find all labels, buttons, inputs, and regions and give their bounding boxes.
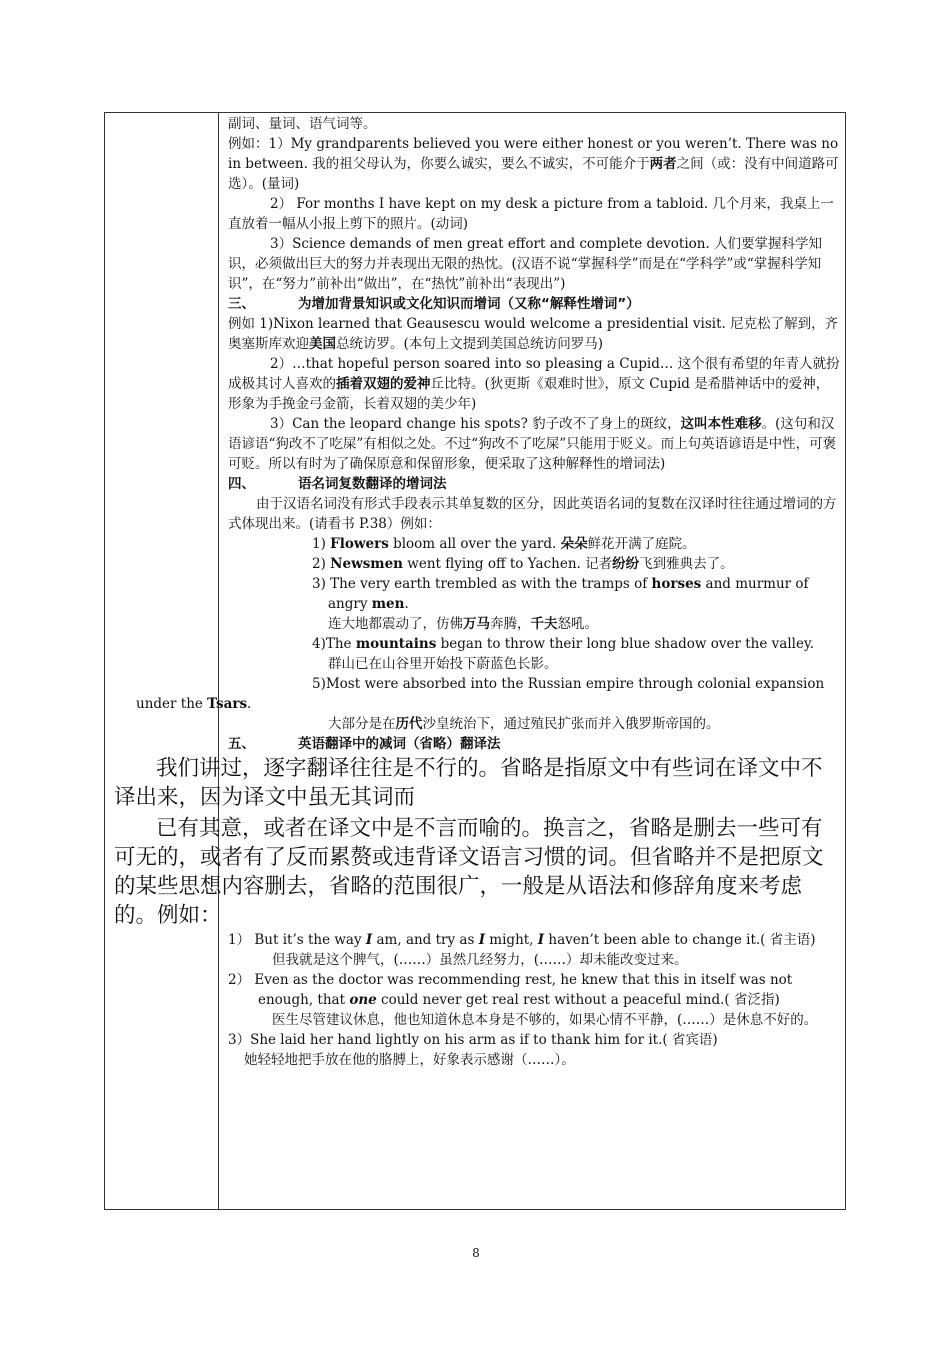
bold-term: Tsars bbox=[207, 696, 248, 712]
paragraph bbox=[228, 134, 841, 194]
bold-term: 这叫本性难移 bbox=[680, 416, 762, 432]
example-line bbox=[228, 1030, 841, 1050]
paragraph bbox=[228, 414, 841, 474]
text-line: 已有其意，或者在译文中是不言而喻的。换言之，省略是删去一些可有可无的，或者有了反而累赘或违背译文语言习惯的词。但省略并不是把原文的某些思想内容删去，省略的范围很广，一般是从语法和修辞角度来考虑的。例如： bbox=[114, 816, 824, 928]
text-line: 4)The bbox=[312, 636, 356, 652]
text-line: 群山已在山谷里开始投下蔚蓝色长影。 bbox=[328, 656, 558, 672]
heading-number: 三、 bbox=[228, 296, 255, 312]
text-line: 奔腾， bbox=[490, 616, 531, 632]
text-line: 例如 1)Nixon learned that Geausescu would welcome a presidential visit. 尼克松了解到，齐奥塞斯库欢迎 bbox=[228, 316, 839, 352]
bold-term: 纷纷 bbox=[612, 556, 640, 572]
text-line: 她轻轻地把手放在他的胳膊上，好象表示感谢（……）。 bbox=[244, 1052, 575, 1068]
text-line: 总统访罗。(本句上文提到美国总统访问罗马) bbox=[336, 336, 604, 352]
section-heading-5 bbox=[228, 734, 841, 754]
heading-text: 为增加背景知识或文化知识而增词（又称“解释性增词”） bbox=[298, 296, 640, 312]
paragraph bbox=[228, 234, 841, 294]
section-heading-4 bbox=[228, 474, 841, 494]
bold-term: Flowers bbox=[330, 536, 389, 552]
bold-term: 历代 bbox=[395, 716, 423, 732]
table-frame bbox=[104, 112, 846, 1210]
bold-term: one bbox=[349, 992, 377, 1008]
text-line: 沙皇统治下，通过殖民扩张而并入俄罗斯帝国的。 bbox=[422, 716, 720, 732]
text-line: went flying off to Yachen. 记者 bbox=[403, 556, 613, 572]
example-translation bbox=[228, 950, 841, 970]
text-line: am, and try as bbox=[372, 932, 479, 948]
table-content-cell bbox=[114, 114, 841, 1070]
paragraph bbox=[228, 494, 841, 534]
text-line: 。(这句和汉语谚语“狗改不了吃屎”有相似之处。不过“狗改不了吃屎”只能用于贬义。而上句英语谚语是中性，可褒可贬。所以有时为了确保原意和保留形象，便采取了这种解释性的增词法) bbox=[228, 416, 837, 472]
bold-term: I bbox=[365, 932, 373, 948]
large-paragraph bbox=[114, 814, 841, 930]
paragraph bbox=[228, 114, 841, 134]
text-line: might, bbox=[485, 932, 538, 948]
bold-term: 两者 bbox=[649, 156, 677, 172]
text-line: . bbox=[404, 596, 409, 612]
example-line bbox=[136, 674, 841, 714]
text-line: 丘比特。(狄更斯《艰难时世》，原文 Cupid 是希腊神话中的爱神，形象为手挽金弓金箭，长着双翅的美少年) bbox=[228, 376, 830, 412]
text-line: 3) The very earth trembled as with the tramps of bbox=[312, 576, 652, 592]
bold-term: 朵朵 bbox=[560, 536, 588, 552]
bold-term: horses bbox=[651, 576, 702, 592]
text-line: . bbox=[247, 696, 252, 712]
text-line: 2） For months I have kept on my desk a picture from a tabloid. 几个月来，我桌上一直放着一幅从小报上剪下的照片。(动词) bbox=[228, 196, 834, 232]
text-line: 医生尽管建议休息，他也知道休息本身是不够的，如果心情不平静，(……）是休息不好的。 bbox=[272, 1012, 818, 1028]
paragraph bbox=[228, 314, 841, 354]
text-line: 例如：1）My grandparents believed you were either honest or you weren’t. There was no in between. 我的祖父母认为，你要么诚实，要么不诚实，不可能介于 bbox=[228, 136, 839, 172]
text-line: 大部分是在 bbox=[328, 716, 396, 732]
example-translation bbox=[228, 714, 841, 734]
text-line: 由于汉语名词没有形式手段表示其单复数的区分，因此英语名词的复数在汉译时往往通过增词的方式体现出来。(请看书 P.38）例如： bbox=[228, 496, 837, 532]
text-line: 副词、量词、语气词等。 bbox=[228, 116, 377, 132]
text-line: 3）Can the leopard change his spots? 豹子改不了身上的斑纹， bbox=[270, 416, 681, 432]
example-line bbox=[228, 574, 841, 614]
bold-term: 万马 bbox=[463, 616, 490, 632]
heading-text: 英语翻译中的减词（省略）翻译法 bbox=[298, 736, 501, 752]
text-line: 2) bbox=[312, 556, 331, 572]
heading-text: 语名词复数翻译的增词法 bbox=[298, 476, 447, 492]
example-line bbox=[228, 970, 841, 1010]
bold-term: 千夫 bbox=[530, 616, 558, 632]
text-line: 2） Even as the doctor was recommending rest, he knew that this in itself was not enough, that bbox=[228, 972, 793, 1008]
text-line: 飞到雅典去了。 bbox=[639, 556, 734, 572]
example-translation bbox=[228, 614, 841, 634]
page-number: 8 bbox=[472, 1246, 480, 1260]
text-line: 1） But it’s the way bbox=[228, 932, 366, 948]
text-line: and murmur of angry bbox=[328, 576, 809, 612]
text-line: 鲜花开满了庭院。 bbox=[587, 536, 696, 552]
bold-term: men bbox=[371, 596, 405, 612]
example-line bbox=[228, 930, 841, 950]
large-paragraph bbox=[114, 754, 841, 812]
example-translation bbox=[228, 1050, 841, 1070]
text-line: began to throw their long blue shadow over the valley. bbox=[436, 636, 815, 652]
example-line bbox=[228, 634, 841, 654]
example-translation bbox=[228, 654, 841, 674]
text-line: 怒吼。 bbox=[557, 616, 598, 632]
text-line: 2）…that hopeful person soared into so pleasing a Cupid… 这个很有希望的年青人就扮成极其讨人喜欢的 bbox=[228, 356, 840, 392]
text-line: 但我就是这个脾气，(……）虽然几经努力，(……）却未能改变过来。 bbox=[272, 952, 688, 968]
text-line: 连大地都震动了，仿佛 bbox=[328, 616, 463, 632]
text-line: 5)Most were absorbed into the Russian empire through colonial expansion under the bbox=[136, 676, 825, 712]
text-line: could never get real rest without a peaceful mind.( 省泛指) bbox=[376, 992, 780, 1008]
text-line: 1) bbox=[312, 536, 331, 552]
text-line: 3）She laid her hand lightly on his arm as if to thank him for it.( 省宾语) bbox=[228, 1032, 718, 1048]
text-line: 我们讲过，逐字翻译往往是不行的。省略是指原文中有些词在译文中不译出来，因为译文中虽无其词而 bbox=[114, 756, 823, 810]
bold-term: I bbox=[537, 932, 545, 948]
paragraph bbox=[228, 354, 841, 414]
example-line bbox=[228, 534, 841, 554]
text-line: 之间（或：没有中间道路可选）。(量词) bbox=[228, 156, 839, 192]
bold-term: Newsmen bbox=[330, 556, 403, 572]
text-line: haven’t been able to change it.( 省主语) bbox=[544, 932, 816, 948]
text-line: bloom all over the yard. bbox=[388, 536, 561, 552]
column-divider bbox=[218, 113, 219, 1209]
section-heading-3 bbox=[228, 294, 841, 314]
example-line bbox=[228, 554, 841, 574]
bold-term: 美国 bbox=[309, 336, 336, 352]
heading-number: 四、 bbox=[228, 476, 255, 492]
bold-term: mountains bbox=[355, 636, 437, 652]
bold-term: I bbox=[478, 932, 486, 948]
heading-number: 五、 bbox=[228, 736, 255, 752]
bold-term: 插着双翅的爱神 bbox=[336, 376, 431, 392]
text-line: 3）Science demands of men great effort and complete devotion. 人们要掌握科学知识，必须做出巨大的努力并表现出无限的热忱。(汉语不说“掌握科学”而是在“学科学”或“掌握科学知识”，在“努力”前补出“做出”，在“热忱”前补出“表现出”) bbox=[228, 236, 823, 292]
paragraph bbox=[228, 194, 841, 234]
example-translation bbox=[228, 1010, 841, 1030]
